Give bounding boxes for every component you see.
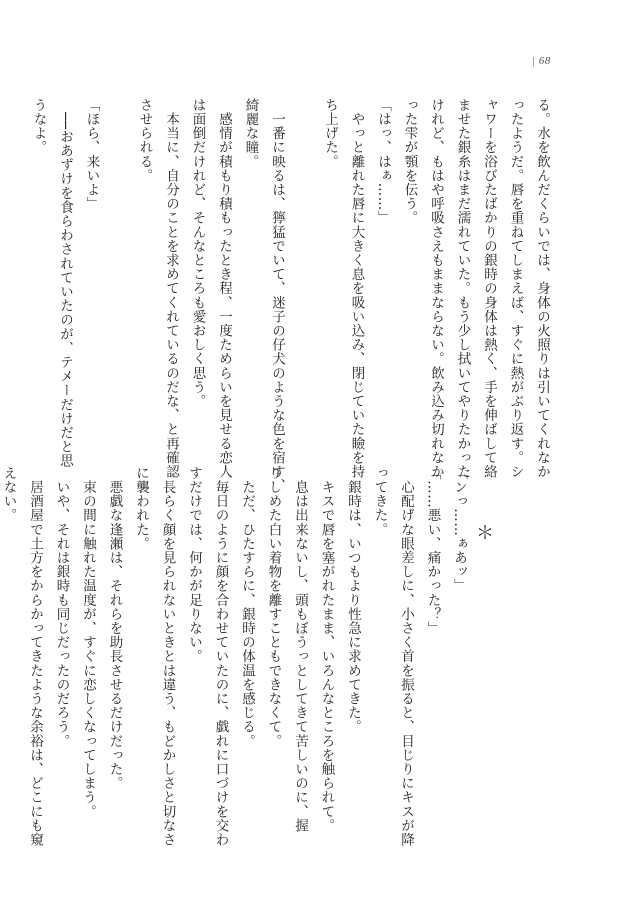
text-line: うなよ。 <box>30 98 47 155</box>
section-break-mark: ＊ <box>476 523 494 544</box>
text-line: 銀時は、いつもより性急に求めてきた。 <box>345 466 361 734</box>
text-line: に襲われた。 <box>133 466 149 551</box>
text-line: 綺麗な瞳。 <box>242 98 259 169</box>
text-line <box>105 98 132 443</box>
text-line: 感情が積もり積もったとき程、一度ためらいを見せる恋人 <box>216 98 232 479</box>
text-line: る。水を飲んだくらいでは、身体の火照りは引いてくれなか <box>534 98 550 479</box>
text-line: ャワーを浴びたばかりの銀時の身体は熱く、手を伸ばして絡 <box>481 98 497 479</box>
text-line: キスで唇を塞がれたまま、いろんなところを触られて。 <box>318 466 335 833</box>
text-line: ただ、ひたすらに、銀時の体温を感じる。 <box>239 466 255 748</box>
text-line: は面倒だけれど、そんなところも愛おしく思う。 <box>189 98 206 409</box>
text-line: 居酒屋で土方をからかってきたような余裕は、どこにも窺 <box>27 466 43 847</box>
lower-text-block <box>0 466 472 847</box>
text-line: させられる。 <box>136 98 153 183</box>
text-line: ませた銀糸はまだ濡れていた。もう少し拭いてやりたかった <box>454 98 471 479</box>
text-line: ってきた。 <box>371 466 388 537</box>
text-line: 本当に、自分のことを求めてくれているのだな、と再確認 <box>163 98 179 479</box>
page-number: | 68 <box>532 55 551 67</box>
text-line: 心配げな眼差しに、小さく首を振ると、目じりにキスが降 <box>398 466 414 847</box>
text-line: ち上げた。 <box>322 98 338 169</box>
text-line: えない。 <box>0 466 17 523</box>
text-line: 悪戯な逢瀬は、それらを助長させるだけだった。 <box>106 466 123 791</box>
text-line <box>290 98 317 443</box>
text-line: った雫が顎を伝う。 <box>401 98 418 225</box>
text-line: 「ほら、来いよ」 <box>83 98 100 211</box>
text-line: けれど、もはや呼吸さえもままならない。飲み込み切れなか <box>428 98 444 479</box>
upper-text-block <box>30 98 555 493</box>
text-line <box>0 98 25 443</box>
text-line: ったようだ。唇を重ねてしまえば、すぐに熱がぶり返す。シ <box>507 98 524 479</box>
text-line: いや、それは銀時も同じだったのだろう。 <box>53 466 70 748</box>
text-line: 毎日のように顔を合わせていたのに、戯れに口づけを交わ <box>212 466 229 847</box>
text-line: 一番に映るは、獰猛でいて、迷子の仔犬のような色を宿す、 <box>269 98 285 493</box>
text-line: 「ンっ……ぁあッ」 <box>451 466 467 593</box>
text-line: 「……悪い、痛かった？」 <box>424 466 441 636</box>
text-line: 束の間に触れた温度が、すぐに恋しくなってしまう。 <box>80 466 96 819</box>
text-line: ──おあずけを食らわされていたのが、テメーだけだと思 <box>57 98 73 468</box>
text-line: やっと離れた唇に大きく息を吸い込み、閉じていた瞼を持 <box>348 98 365 479</box>
text-line: りしめた白い着物を離すこともできなくて。 <box>265 466 282 748</box>
text-line: 「はっ、はぁ……」 <box>375 98 391 225</box>
text-line: 長らく顔を見られないときとは違う、もどかしさと切なさ <box>159 466 176 847</box>
text-line: 息は出来ないし、頭もぼうっとしてきて苦しいのに、握 <box>292 466 308 833</box>
text-line: すだけでは、何かが足りない。 <box>186 466 202 664</box>
